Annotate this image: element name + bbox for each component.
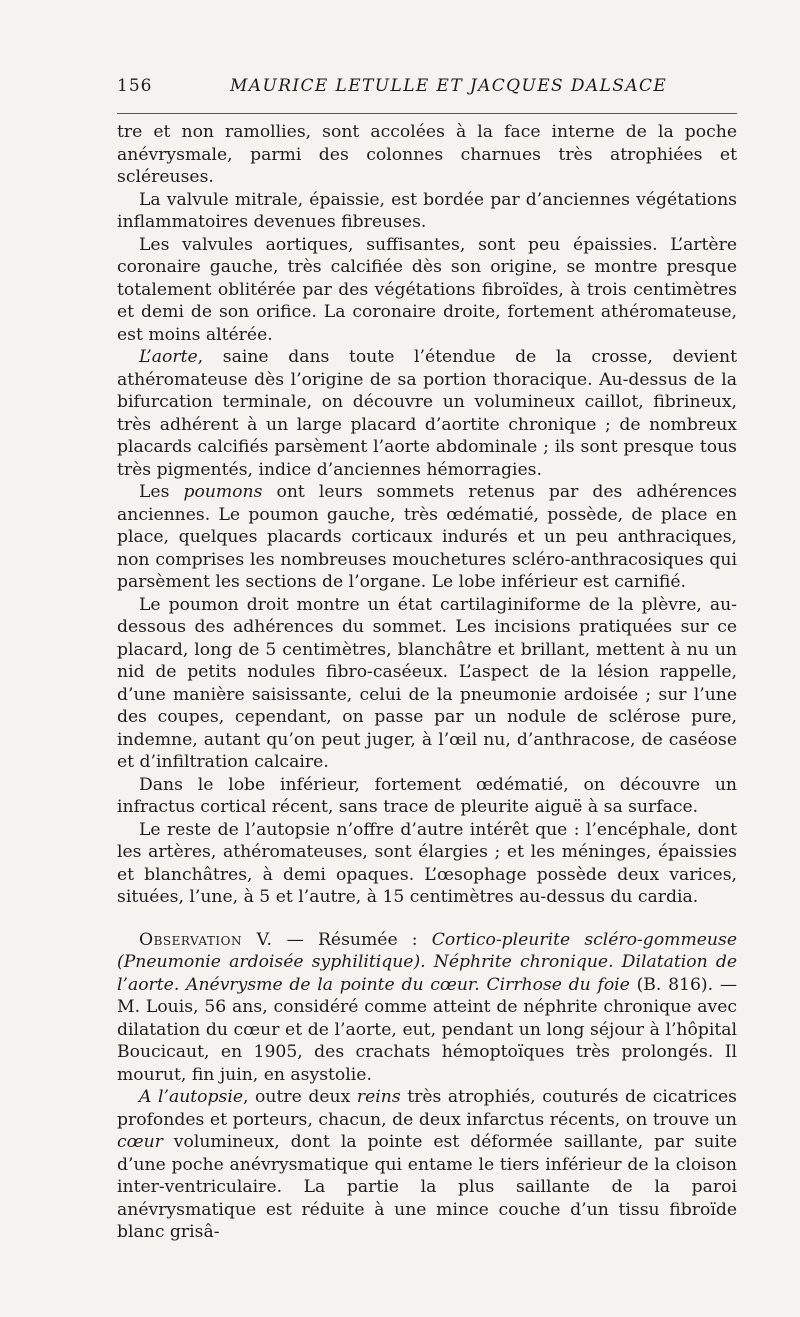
paragraph: Les valvules aortiques, suffisantes, sont peu épaissies. L’artère coronaire gauche, très calcifiée dès son origine, se montre presque totalement oblitérée par des végétations fibroïdes, à trois centimètres et demi de son orifice. La coronaire droite, fortement athéromateuse, est moins altérée. xyxy=(117,234,737,345)
paragraph: L’aorte, saine dans toute l’étendue de la crosse, devient athéromateuse dès l’origine de sa portion thoracique. Au-dessus de la bifurcation terminale, on découvre un volumineux caillot, fibrineux, très adhérent à un large placard d’aortite chronique ; de nombreux placards calcifiés parsèment l’aorte abdominale ; ils sont presque tous très pigmentés, indice d’anciennes hémorragies. xyxy=(117,347,737,480)
observation-paragraph: Observation V. — Résumée : Cortico-pleurite scléro-gommeuse (Pneumonie ardoisée syphilitique). Néphrite chronique. Dilatation de l’aorte. Anévrysme de la pointe du cœur. Cirrhose du foie (B. 816). — M. Louis, 56 ans, considéré comme atteint de néphrite chronique avec dilatation du cœur et de l’aorte, eut, pendant un long séjour à l’hôpital Boucicaut, en 1905, des crachats hémoptoïques très prolongés. Il mourut, fin juin, en asystolie. xyxy=(117,929,738,1085)
body-text xyxy=(117,121,737,1244)
paragraph: tre et non ramollies, sont accolées à la face interne de la poche anévrysmale, parmi des colonnes charnues très atrophiées et scléreuses. xyxy=(117,122,737,187)
paragraph: Dans le lobe inférieur, fortement œdématié, on découvre un infractus cortical récent, sans trace de pleurite aiguë à sa surface. xyxy=(117,774,737,817)
paragraph: Le poumon droit montre un état cartilaginiforme de la plèvre, au-dessous des adhérences du sommet. Les incisions pratiquées sur ce placard, long de 5 centimètres, blanchâtre et brillant, mettent à nu un nid de petits nodules fibro-caséeux. L’aspect de la lésion rappelle, d’une manière saisissante, celui de la pneumonie ardoisée ; sur l’une des coupes, cependant, on passe par un nodule de sclérose pure, indemne, autant qu’on peut juger, à l’œil nu, d’anthracose, de caséose et d’infiltration calcaire. xyxy=(117,594,737,772)
observation-ref: (B. 816). xyxy=(629,974,714,995)
observation-title: Cortico-pleurite scléro-gommeuse (Pneumonie ardoisée syphilitique). Néphrite chronique. Dilatation de l’aorte. Anévrysme de la pointe du cœur. Cirrhose du foie xyxy=(117,929,737,995)
page-number: 156 xyxy=(117,76,153,96)
autopsy-paragraph: A l’autopsie, outre deux reins très atrophiés, couturés de cicatrices profondes et porteurs, chacun, de deux infarctus récents, on trouve un cœur volumineux, dont la pointe est déformée saillante, par suite d’une poche anévrysmatique qui entame le tiers inférieur de la cloison inter-ventriculaire. La partie la plus saillante de la paroi anévrysmatique est réduite à une mince couche d’un tissu fibroïde blanc grisâ- xyxy=(117,1087,737,1242)
observation-label: Observation V. xyxy=(139,929,273,950)
italic-term: L’aorte xyxy=(139,347,198,367)
paragraph: La valvule mitrale, épaissie, est bordée par d’anciennes végétations inflammatoires devenues fibreuses. xyxy=(117,189,737,232)
paragraph: Le reste de l’autopsie n’offre d’autre intérêt que : l’encéphale, dont les artères, athéromateuses, sont élargies ; et les méninges, épaissies et blanchâtres, à demi opaques. L’œsophage possède deux varices, situées, l’une, à 5 et l’autre, à 15 centimètres au-dessus du cardia. xyxy=(117,819,737,907)
header-rule xyxy=(117,113,737,114)
running-title: MAURICE LETULLE ET JACQUES DALSACE xyxy=(230,76,668,96)
running-header xyxy=(117,76,737,102)
paragraph: Les poumons ont leurs sommets retenus par des adhérences anciennes. Le poumon gauche, très œdématié, possède, de place en place, quelques placards corticaux indurés et un peu anthraciques, non comprises les nombreuses mouchetures scléro-anthracosiques qui parsèment les sections de l’organe. Le lobe inférieur est carnifié. xyxy=(117,482,737,592)
italic-term: poumons xyxy=(183,482,263,502)
